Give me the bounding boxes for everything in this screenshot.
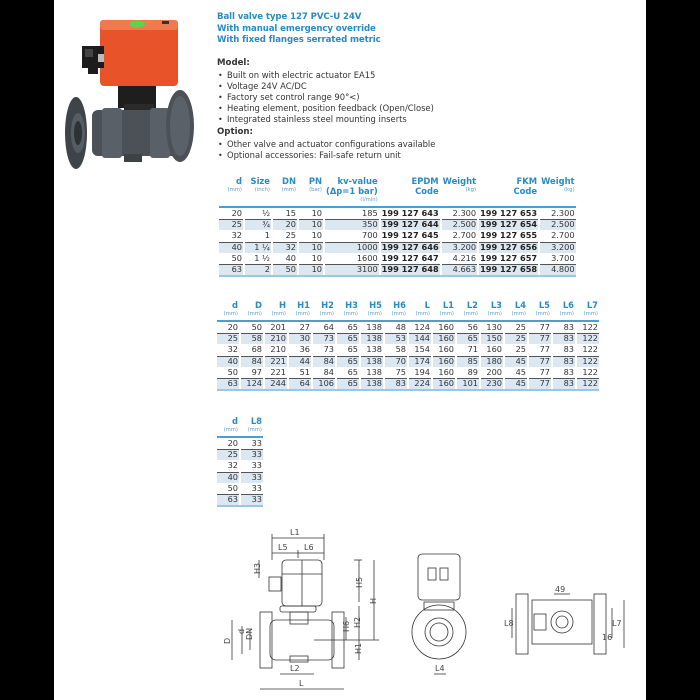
table-row: 20 ½ 15 10 185 199 127 643 2.300 199 127 653 2.300 (231, 208, 575, 218)
svg-text:d: d (237, 628, 246, 634)
table-row: 32 33 (227, 460, 262, 471)
title-line-2: With manual emergency override (217, 23, 376, 34)
col-header-L6: L6 (mm) (559, 300, 574, 317)
table-row: 40 1 ¼ 32 10 1000 199 127 646 3.200 199 127 656 3.200 (219, 242, 576, 253)
table-row: 63 33 (217, 494, 263, 505)
svg-text:H1: H1 (354, 642, 363, 654)
col-header-H1: H1 (mm) (295, 300, 310, 317)
col-header-L3: L3 (mm) (487, 300, 502, 317)
table-row: 32 68 210 36 73 65 138 58 154 160 71 160 25 77 83 122 (227, 344, 598, 355)
table-row: 25 ¾ 20 10 350 199 127 644 2.500 199 127 654 2.500 (219, 219, 576, 230)
col-header-kv: kv-value (Δp=1 bar) (l/min) (326, 176, 378, 203)
col-header-L2: L2 (mm) (463, 300, 478, 317)
col-header-d: d (mm) (227, 176, 242, 193)
svg-text:D: D (223, 637, 232, 644)
dim-label-L1: L1 (290, 528, 300, 537)
svg-text:L5: L5 (278, 543, 288, 552)
option-list (217, 139, 435, 161)
table-row: 20 50 201 27 64 65 138 48 124 160 56 130 25 77 83 122 (227, 322, 598, 332)
svg-text:L6: L6 (304, 543, 314, 552)
col-header-dn: DN (mm) (281, 176, 296, 193)
model-item: • Heating element, position feedback (Open/Close) (217, 103, 435, 114)
l8-table (215, 416, 265, 508)
svg-text:DN: DN (245, 627, 254, 640)
col-header-H2: H2 (mm) (319, 300, 334, 317)
table-row: 40 84 221 44 84 65 138 70 174 160 85 180 45 77 83 122 (217, 356, 599, 367)
model-item: • Voltage 24V AC/DC (217, 81, 435, 92)
col-header-L4: L4 (mm) (511, 300, 526, 317)
table-row: 25 58 210 30 73 65 138 53 144 160 65 150 25 77 83 122 (217, 333, 599, 344)
front-view-drawing (204, 522, 394, 700)
col-header-H3: H3 (mm) (343, 300, 358, 317)
model-item: • Factory set control range 90°<) (217, 92, 435, 103)
col-header-d: d (mm) (223, 300, 238, 317)
model-item: • Integrated stainless steel mounting inserts (217, 114, 435, 125)
spec-block (217, 58, 435, 163)
col-header-L: L (mm) (415, 300, 430, 317)
product-photo (62, 8, 202, 173)
col-header-L8: L8 (mm) (247, 416, 262, 433)
col-header-fkm-code: FKM Code (513, 176, 538, 196)
option-item: • Other valve and actuator configurations available (217, 139, 435, 150)
title-line-3: With fixed flanges serrated metric (217, 35, 381, 45)
col-header-d: d (mm) (223, 416, 238, 433)
table-row: 40 33 (217, 472, 263, 483)
svg-text:H2: H2 (353, 616, 362, 628)
product-title (217, 12, 381, 47)
dimensions-table (215, 300, 601, 392)
model-heading: Model: (217, 58, 250, 68)
svg-text:H6: H6 (342, 620, 351, 632)
top-view-drawing (504, 585, 632, 660)
col-header-L1: L1 (mm) (439, 300, 454, 317)
svg-text:16: 16 (602, 633, 613, 642)
col-header-fkm-weight: Weight (kg) (541, 176, 575, 193)
table-row: 50 1 ½ 40 10 1600 199 127 647 4.216 199 127 657 3.700 (231, 252, 575, 263)
side-view-drawing (404, 550, 474, 690)
table-row: 50 33 (227, 482, 262, 493)
col-header-H5: H5 (mm) (367, 300, 382, 317)
title-line-1: Ball valve type 127 PVC-U 24V (217, 12, 362, 22)
table-row: 20 33 (227, 438, 262, 448)
svg-text:L: L (299, 679, 304, 688)
svg-text:49: 49 (555, 585, 566, 594)
table-row: 32 1 25 10 700 199 127 645 2.700 199 127 655 2.700 (231, 230, 575, 241)
model-item: • Built on with electric actuator EA15 (217, 70, 435, 81)
col-header-L7: L7 (mm) (583, 300, 598, 317)
svg-text:H: H (369, 597, 378, 604)
col-header-pn: PN (bar) (308, 176, 322, 193)
table-row: 25 33 (217, 449, 263, 460)
svg-text:H5: H5 (355, 576, 364, 588)
col-header-epdm-code: EPDM Code (411, 176, 439, 196)
svg-text:L8: L8 (504, 619, 514, 628)
table-row: 50 97 221 51 84 65 138 75 194 160 89 200 45 77 83 122 (227, 366, 598, 377)
option-item: • Optional accessories: Fail-safe return unit (217, 150, 435, 161)
col-header-size: Size (inch) (250, 176, 270, 193)
svg-text:L7: L7 (612, 619, 622, 628)
svg-text:L2: L2 (290, 664, 300, 673)
col-header-H: H (mm) (271, 300, 286, 317)
col-header-H6: H6 (mm) (391, 300, 406, 317)
col-header-D: D (mm) (247, 300, 262, 317)
svg-text:L4: L4 (435, 664, 445, 673)
col-header-epdm-weight: Weight (kg) (442, 176, 477, 193)
model-list (217, 70, 435, 125)
col-header-L5: L5 (mm) (535, 300, 550, 317)
table-row: 63 124 244 64 106 65 138 83 224 160 101 230 45 77 83 122 (217, 378, 599, 389)
svg-text:H3: H3 (253, 562, 262, 574)
option-heading: Option: (217, 127, 253, 137)
table-row: 63 2 50 10 3100 199 127 648 4.663 199 127 658 4.800 (219, 264, 576, 275)
ordering-table (217, 176, 578, 278)
status-led-icon (129, 21, 145, 28)
datasheet-page (54, 0, 646, 700)
